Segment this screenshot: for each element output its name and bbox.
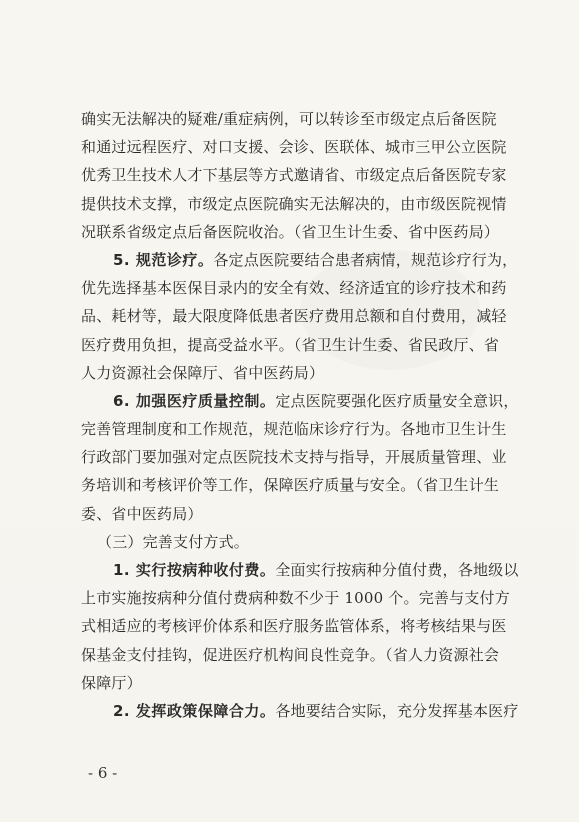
body-line: 上市实施按病种分值付费病种数不少于 1000 个。完善与支付方: [81, 589, 510, 608]
body-line: 提供技术支撑，市级定点医院确实无法解决的，由市级医院视情: [81, 194, 507, 213]
section-1-first-line: [81, 556, 519, 584]
body-line: 优秀卫生技术人才下基层等方式邀请省、市级定点后备医院专家: [81, 166, 507, 185]
body-line: 行政部门要加强对定点医院技术支持与指导，开展质量管理、业: [81, 448, 507, 467]
body-line: 式相适应的考核评价体系和医疗服务监管体系，将考核结果与医: [81, 617, 507, 636]
body-line: 完善管理制度和工作规范，规范临床诊疗行为。各地市卫生计生: [81, 420, 507, 439]
section-6-heading: 6. 加强医疗质量控制。: [113, 391, 276, 410]
body-line: 保障厅）: [81, 673, 142, 692]
section-5-heading: 5. 规范诊疗。: [113, 250, 214, 269]
body-line: 确实无法解决的疑难/重症病例，可以转诊至市级定点后备医院: [81, 110, 497, 128]
section-1-text: 全面实行按病种分值付费，各地级以: [275, 561, 519, 579]
section-2-first-line: [81, 697, 519, 725]
section-2-text: 各地要结合实际，充分发挥基本医疗: [275, 701, 519, 720]
body-line: 况联系省级定点后备医院收治。（省卫生计生委、省中医药局）: [81, 222, 500, 241]
body-line: 务培训和考核评价等工作，保障医疗质量与安全。（省卫生计生: [81, 476, 500, 495]
body-line: 和通过远程医疗、对口支援、会诊、医联体、城市三甲公立医院: [81, 138, 507, 157]
section-5-first-line: [81, 246, 518, 274]
section-1-heading: 1. 实行按病种收付费。: [113, 561, 276, 579]
section-6-first-line: [81, 387, 519, 415]
body-line: 医疗费用负担，提高受益水平。（省卫生计生委、省民政厅、省: [81, 335, 500, 354]
document-body: [81, 105, 519, 725]
body-line: 人力资源社会保障厅、省中医药局）: [81, 363, 325, 382]
section-6-text: 定点医院要强化医疗质量安全意识，: [275, 391, 519, 410]
body-line: 优先选择基本医保目录内的安全有效、经济适宜的诊疗技术和药: [81, 279, 507, 298]
page-number: - 6 -: [88, 764, 118, 782]
body-line: 品、耗材等，最大限度降低患者医疗费用总额和自付费用，减轻: [81, 307, 507, 326]
body-line: 保基金支付挂钩，促进医疗机构间良性竞争。（省人力资源社会: [81, 645, 500, 664]
section-5-text: 各定点医院要结合患者病情，规范诊疗行为，: [213, 250, 518, 269]
subsection-heading: （三）完善支付方式。: [97, 532, 250, 551]
body-line: 委、省中医药局）: [81, 504, 203, 523]
section-2-heading: 2. 发挥政策保障合力。: [113, 701, 276, 720]
